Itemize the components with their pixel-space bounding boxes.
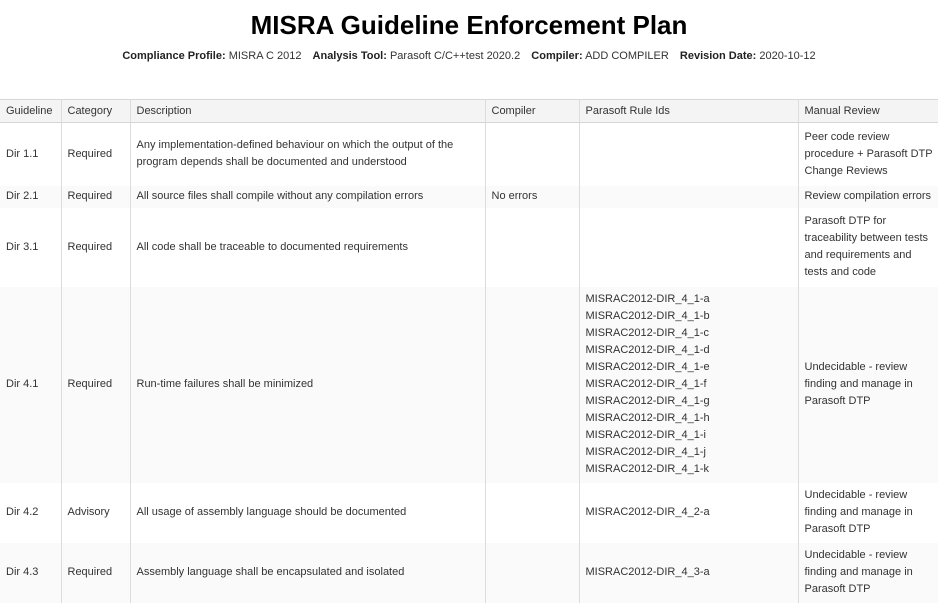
- compiler-cell: [485, 483, 579, 543]
- rule-id: MISRAC2012-DIR_4_1-i: [585, 429, 706, 441]
- table-row: [0, 186, 938, 208]
- manual-review-cell: Undecidable - review finding and manage in Parasoft DTP: [798, 543, 938, 603]
- revision-date: [680, 50, 816, 62]
- column-header-rule-ids[interactable]: Parasoft Rule Ids: [579, 100, 798, 123]
- category-cell: Advisory: [61, 483, 130, 543]
- guideline-cell: Dir 4.3: [0, 543, 61, 603]
- description-cell: All code shall be traceable to documented requirements: [130, 208, 485, 287]
- meta-label: Compliance Profile:: [122, 50, 226, 62]
- manual-review-cell: Review compilation errors: [798, 186, 938, 208]
- guideline-cell: Dir 3.1: [0, 208, 61, 287]
- meta-value: 2020-10-12: [759, 50, 816, 62]
- table-header-row: [0, 100, 938, 123]
- manual-review-cell: Undecidable - review finding and manage in Parasoft DTP: [804, 489, 913, 535]
- guideline-cell: Dir 4.2: [0, 483, 61, 543]
- column-header-description[interactable]: Description: [130, 100, 485, 123]
- category-cell: Required: [61, 186, 130, 208]
- guideline-cell: Dir 2.1: [0, 186, 61, 208]
- table-row: [0, 543, 938, 603]
- compiler-info: [531, 50, 669, 62]
- category-cell: Required: [61, 123, 130, 186]
- rule-id: MISRAC2012-DIR_4_1-d: [585, 344, 710, 356]
- meta-value: Parasoft C/C++test 2020.2: [389, 50, 521, 62]
- description-cell: All usage of assembly language should be documented: [130, 483, 485, 543]
- meta-value: ADD COMPILER: [585, 50, 669, 62]
- rule-id: MISRAC2012-DIR_4_1-k: [585, 463, 709, 475]
- document-metadata: [0, 49, 938, 63]
- table-row: [0, 483, 938, 543]
- rule-ids-cell: [579, 543, 798, 603]
- rule-id: MISRAC2012-DIR_4_1-a: [585, 293, 710, 305]
- rule-id: MISRAC2012-DIR_4_1-f: [585, 378, 707, 390]
- rule-ids-cell: [579, 287, 798, 483]
- category-cell: Required: [61, 543, 130, 603]
- rule-ids-cell: [579, 123, 798, 186]
- rule-id: MISRAC2012-DIR_4_1-h: [585, 412, 710, 424]
- category-cell: Required: [61, 208, 130, 287]
- analysis-tool: [313, 50, 521, 62]
- guideline-cell: Dir 1.1: [0, 123, 61, 186]
- column-header-category[interactable]: Category: [61, 100, 130, 123]
- manual-review-cell: Parasoft DTP for traceability between tests and requirements and tests and code: [804, 215, 929, 278]
- guideline-cell: Dir 4.1: [0, 287, 61, 483]
- column-header-guideline[interactable]: Guideline: [0, 100, 61, 123]
- description-cell: Any implementation-defined behaviour on which the output of the program depends shall be documented and understood: [130, 123, 485, 186]
- rule-id: MISRAC2012-DIR_4_1-c: [585, 327, 709, 339]
- rule-ids-cell: [579, 208, 798, 287]
- meta-value: MISRA C 2012: [228, 50, 302, 62]
- description-cell: All source files shall compile without any compilation errors: [130, 186, 485, 208]
- compiler-cell: [485, 208, 579, 287]
- table-row: [0, 287, 938, 483]
- rule-id: MISRAC2012-DIR_4_1-g: [585, 395, 710, 407]
- manual-review-cell: Peer code review procedure + Parasoft DTP Change Reviews: [804, 130, 933, 177]
- compiler-cell: [485, 287, 579, 483]
- guideline-table: [0, 99, 938, 603]
- rule-id: MISRAC2012-DIR_4_3-a: [585, 566, 710, 578]
- rule-id: MISRAC2012-DIR_4_1-j: [585, 446, 706, 458]
- rule-ids-cell: [579, 186, 798, 208]
- manual-review-cell: Undecidable - review finding and manage in Parasoft DTP: [798, 287, 938, 483]
- rule-id: MISRAC2012-DIR_4_1-e: [585, 361, 710, 373]
- table-row: [0, 123, 938, 186]
- page-title: MISRA Guideline Enforcement Plan: [250, 10, 688, 40]
- rule-ids-cell: [579, 483, 798, 543]
- compiler-cell: [485, 123, 579, 186]
- column-header-manual-review[interactable]: Manual Review: [798, 100, 938, 123]
- meta-label: Compiler:: [531, 50, 583, 62]
- rule-id: MISRAC2012-DIR_4_1-b: [585, 310, 710, 322]
- category-cell: Required: [61, 287, 130, 483]
- meta-label: Analysis Tool:: [312, 50, 387, 62]
- meta-label: Revision Date:: [679, 50, 757, 62]
- compliance-profile: [122, 50, 301, 62]
- description-cell: Assembly language shall be encapsulated and isolated: [130, 543, 485, 603]
- table-row: [0, 208, 938, 287]
- column-header-compiler[interactable]: Compiler: [485, 100, 579, 123]
- compiler-cell: [485, 543, 579, 603]
- compiler-cell: No errors: [485, 186, 579, 208]
- rule-id: MISRAC2012-DIR_4_2-a: [585, 506, 710, 518]
- description-cell: Run-time failures shall be minimized: [130, 287, 485, 483]
